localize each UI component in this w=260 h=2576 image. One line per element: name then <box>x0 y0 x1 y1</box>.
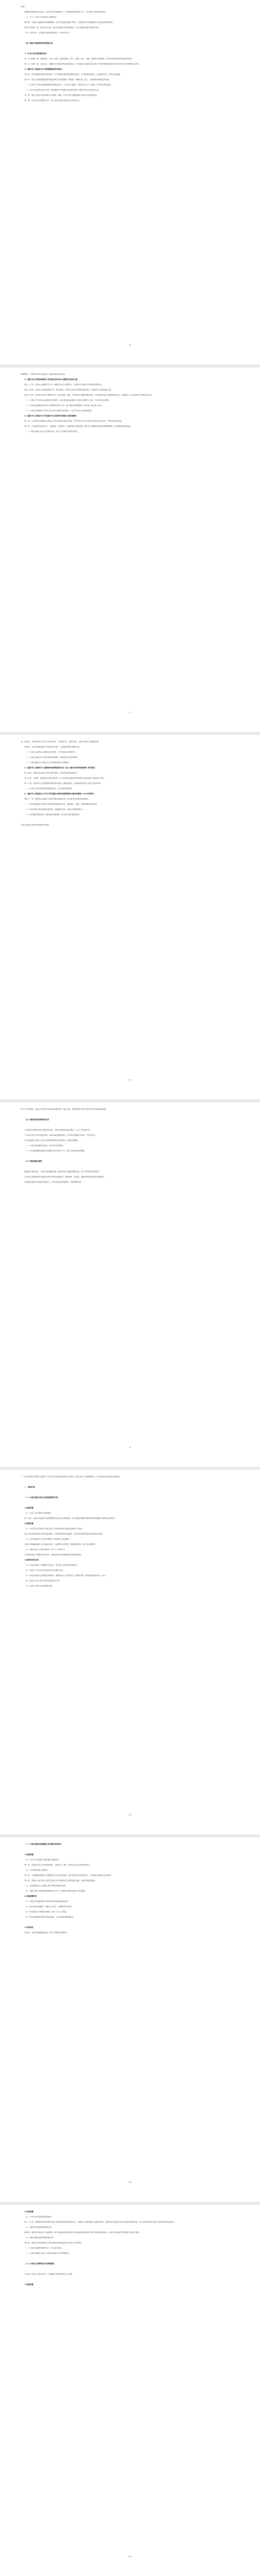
text-line: 第五十四条：在饮用水水源准保护区内，禁止新建、扩建对水体污染严重的建设项目；改建项目不得增加排污量。 <box>24 389 113 391</box>
blank-line <box>21 1479 239 1484</box>
text-line: （4）《重庆市国土资源和房屋管理局关于进一步加强节约集约用地工作的通知》 <box>24 1890 87 1892</box>
blank-line <box>21 35 239 41</box>
text-line: 根据规划选址意见书选址，受自然灾害的影响较小，对环境造成的影响亦不大，符合相关法律法规的规定。 <box>24 11 108 13</box>
section-heading: 3.规划符合性分析 <box>24 1559 39 1561</box>
text-line: （三）关于《中华人民共和国土地管理法》 <box>24 16 58 18</box>
text-line: （一）本项目不涉及河道管理范围内的建设活动，不占用行洪通道，对防洪安全不产生影响，符合相关规定要求。 <box>24 84 113 86</box>
text-line: 第一条：生态保护红线原则上按禁止开发区域的要求进行管理，严禁不符合主体功能定位的各类开发活动，严禁任意改变用途。 <box>24 420 123 422</box>
section-heading: （三）本项目占用耕地及补充耕地情况 <box>24 2263 55 2265</box>
text-line: 项目建设规模与功能需求相适应，不存在超标准建设情况，用地规模合理。 <box>24 1181 83 1183</box>
text-line: 本项目用地位于城镇开发边界内，用地性质符合规划确定的用途管制要求。 <box>24 1554 83 1556</box>
text-line: 经核查，本项目选址范围内不涉及基本农田、公益林地等禁止建设区域。 <box>24 746 81 748</box>
section-heading: 2.《重庆市人民政府关于河道管理和保护的规定》 <box>24 68 63 70</box>
text-line: （一）本项目用地预审资料齐全，符合相关规定。 <box>24 2247 63 2249</box>
text-line: 国土空间规划是国家空间发展的指南、可持续发展的空间蓝图，是各类开发保护建设活动的基本依据。 <box>24 1533 104 1535</box>
text-line: 四、经查阅，本项目地块不涉及生态保护红线、自然保护区、风景名胜区、森林公园等生态敏感区域。 <box>21 741 100 743</box>
section-heading: 1.法律依据 <box>24 1854 34 1856</box>
text-line: 第十四条：建设项目选址应当符合城乡规划，并依法取得选址意见书。 <box>24 772 80 774</box>
blank-line <box>21 46 239 51</box>
text-line: （二）项目建设期间应做好环境保护及安全防护工作，减少对周边居民的影响。 <box>24 1150 86 1152</box>
text-line: 第四条：建设项目用地实行分级预审。需人民政府或有批准权的人民政府发展和改革等部门审批的建设项目，由该人民政府的自然资源主管部门预审。 <box>24 2231 141 2234</box>
text-line: （二）本项目用地已纳入城市建设用地范围，用地性质符合规划要求。 <box>24 756 80 758</box>
text-line: 第十五条：在城市、镇规划区内进行建设的，应当依法取得建设用地规划许可证和建设工程规划许可证。 <box>24 777 106 779</box>
blank-line <box>21 1920 239 1925</box>
page-number: -8- <box>128 1078 132 1081</box>
text-line: 第三十三条第一款：在洪泛区、蓄滞洪区内建设非防洪建设项目，应当就洪水对建设项目可能产生的影响和建设项目对防洪可能产生的影响作出评价。 <box>24 63 141 65</box>
text-line: 第十条：县级以上地方国土资源主管部门应当统筹存量与增量建设用地，合理安排建设用地。 <box>24 1880 97 1882</box>
text-line: （一）本项目占地符合土地利用总体规划，不涉及基本农田保护区。 <box>24 751 77 753</box>
blank-line <box>21 1500 239 1505</box>
text-line: 第四条：为保证土地使用用途管制制度，依法对建设用地进行管制，土地利用总体规划确定的土地用途和使用条件。 <box>24 21 114 23</box>
text-line: （2）《节约集约利用土地规定》 <box>24 1869 49 1871</box>
text-line: 第二款：在饮用水水源保护区内，禁止从事可能污染饮用水水体的活动。 <box>24 99 81 101</box>
text-line: （三）本项目运营期间产生的生活污水经处理后达标排放，不会对饮用水水源造成影响。 <box>24 410 94 412</box>
page-number: -11- <box>128 2181 132 2184</box>
document-page-4 <box>0 1102 260 1467</box>
text-line: （1）《中华人民共和国土地管理法实施条例》 <box>24 1859 60 1861</box>
text-line: （四）防洪安全、应急响应及建设用地许可（1999年1月） <box>24 32 71 34</box>
page-number: -9- <box>128 1446 132 1449</box>
document-page-2 <box>0 367 260 732</box>
blank-line <box>21 2256 239 2261</box>
document-page-3 <box>0 735 260 1099</box>
section-heading: 5.《重庆市人民政府关于加强城乡规划管理的决定》以及《重庆市城乡规划条例》相关规定 <box>24 767 95 769</box>
document-page-6 <box>0 1837 260 2202</box>
text-line: （三）项目配套设施完善，满足使用功能需要，符合相关技术规范要求。 <box>24 814 81 816</box>
page-number: -12- <box>128 2555 132 2558</box>
section-heading: 1.法律依据 <box>24 2283 34 2286</box>
text-line: 本项目总用地面积符合国家及重庆市相关用地标准，建筑密度、容积率、绿地率等指标均满足规划要求。 <box>24 1176 106 1178</box>
section-heading: （一）本项目建设与国土空间规划的符合性 <box>24 1496 58 1499</box>
text-line: （3）本项目用地符合控制性详细规划，用地性质为公共管理与公共服务用地（城市建设用地代码：A33）。 <box>24 1575 109 1577</box>
text-line: （3）《重庆市建设用地审批管理办法》 <box>24 2237 55 2239</box>
page-number: -6- <box>128 344 132 346</box>
text-line: （1）《中共中央 国务院关于建立国土空间规划体系并监督实施的若干意见》 <box>24 1528 84 1530</box>
section-heading: 1.法律依据 <box>24 1507 34 1509</box>
text-line: （二）项目用地与周边用地功能协调，交通组织合理，对周边环境影响较小。 <box>24 808 85 810</box>
section-heading: 二、规划内容 <box>24 1486 35 1488</box>
document-page-1 <box>0 0 260 364</box>
blank-line <box>21 1153 239 1159</box>
text-line: 3.项目建设符合国土空间总体规划和控制性详细规划，用地性质明确。 <box>24 1139 79 1141</box>
text-line: 第十八条：建设单位应当按照规划条件进行建设，确需变更的，必须向城乡规划主管部门提出申请。 <box>24 782 102 784</box>
text-line: 第三十六条：按照国家规定需要有关部门批准或者核准的建设项目，以划拨方式提供国有土地使用权的，建设单位在报送有关部门批准或者核准前，应当向城乡规划主管部门申请核发选址意见书。 <box>24 2221 176 2223</box>
text-line: （2）《建设项目用地预审管理办法》 <box>24 2226 53 2228</box>
section-heading: 3.《重庆市水污染防治条例》相关规定及饮用水水源保护区划定方案 <box>24 378 77 380</box>
text-line: 第二条：国家建立国土空间规划体系。土地开发、保护、建设活动应当坚持规划先行。 <box>24 1864 92 1866</box>
text-line: 第二十四条第一款：建设跨河、穿河、跨堤、临河的桥梁、码头、道路、渡口、管道、缆线等工程设施，应当符合防洪标准和其他技术要求。 <box>24 58 134 60</box>
blank-line <box>21 1164 239 1169</box>
text-line: （3）《重庆市国土空间总体规划（2021—2035年）》 <box>24 1549 67 1551</box>
text-line: （三）本项目建设不会对周边生态环境造成明显不利影响。 <box>24 762 71 764</box>
section-heading: 2.用地规模评价 <box>24 1895 37 1897</box>
section-heading: （二）本项目建设用地规模及节约集约用地评价 <box>24 1843 62 1845</box>
text-line: 根据项目建设需求，本项目用地规模合理，建设内容与用地规模相匹配，符合节约集约用地原则。 <box>24 1171 100 1173</box>
text-line: 第九条：在河道管理范围内建设项目，应当按照河道管理权限报经批准，不得影响河势稳定、危害堤防安全、妨碍行洪畅通。 <box>24 73 122 75</box>
text-line: 道路物料，不得使用有毒有害材料，铺设应满足相关要求。 <box>21 373 67 375</box>
section-heading: （五）建设用地用途兼容性分析 <box>24 1119 49 1121</box>
text-line: 第二条：生态保护红线划定后，只能增加、不能减少，因国家重大基础设施、重大民生保障项目建设等需要调整的，由省级政府组织论证。 <box>24 425 132 427</box>
text-line: 设产生不良影响，因此本项目建设与周边规划相协调，选址合理。需严格落实本报告提出的各项风险防范措施。 <box>21 1108 108 1110</box>
text-line: 本项目不占用永久基本农田，占用耕地已按规定落实占补平衡。 <box>24 2273 74 2275</box>
text-line: （二）本项目选址符合国土空间规划及相关专项规划要求。 <box>24 2252 71 2254</box>
section-heading: 4.其他依据 <box>24 2211 34 2213</box>
text-line: （一）本项目选址不涉及生态保护红线，符合生态保护红线管控要求。 <box>24 430 80 433</box>
document-page-5 <box>0 1470 260 1834</box>
text-line: （一）本项目不在饮用水水源保护区范围内，项目建设及运营期间不排放污染物进入水体，符合相关规定要求。 <box>24 399 111 401</box>
text-line: 第四十二条：建设项目用地应与周边用地功能相协调，符合城市总体规划布局要求。 <box>24 798 90 800</box>
section-heading: 4.《重庆市人民政府关于印发重庆市生态保护红线划定方案的通知》 <box>24 415 77 417</box>
text-line: 第六条：建设项目用地预审应当审查建设项目选址是否符合国土空间规划。 <box>24 2242 83 2244</box>
blank-line <box>21 817 239 822</box>
document-page-7 <box>0 2205 260 2576</box>
text-line: 第五十三条：饮用水水源保护区分为一级保护区和二级保护区，必要时可在保护区外围划定准保护区。 <box>24 384 104 386</box>
text-line: （二）项目已取得相关部门同意，建设期间应严格落实各项防护措施，确保工程安全和防洪安全。 <box>24 89 100 91</box>
text-line: （一）本项目用地兼容性良好，符合相关规划要求。 <box>24 1145 65 1147</box>
text-line: （1）《中华人民共和国土地管理法》 <box>24 1512 53 1514</box>
text-line: 规划方案符合城市规划管理技术规定。 <box>21 824 51 826</box>
text-line: 意见。 <box>21 6 27 8</box>
section-heading: 2.政策依据 <box>24 1522 34 1525</box>
text-line: （2）本项目不占用永久基本农田和生态保护红线。 <box>24 1569 64 1571</box>
section-heading: 1.《中华人民共和国防洪法》 <box>24 53 48 55</box>
text-line: （1）本项目选址位于城镇集中建设区，符合国土空间总体规划要求。 <box>24 1564 79 1566</box>
text-line: （一）项目规划建设方案符合城市规划管理技术规定，建筑退让、间距、高度等指标满足要求。 <box>24 803 99 805</box>
text-line: （一）本项目已依法取得规划选址意见书，符合城乡规划要求。 <box>24 788 74 790</box>
section-heading: 6.《重庆市人民政府办公厅关于印发重庆市城市规划管理技术规定的通知》（2018年修订） <box>24 793 96 795</box>
blank-line <box>21 1112 239 1117</box>
page-number: -10- <box>128 1813 132 1816</box>
text-line: （二）本项目距离最近的饮用水水源保护区约2公里，施工期间应加强管理，防止施工废水进入水体。 <box>24 404 103 407</box>
blank-line <box>21 2266 239 2272</box>
text-line: （2）《自然资源部关于全面开展国土空间规划工作的通知》 <box>24 1538 71 1540</box>
section-heading: 3.评价结论 <box>24 1926 34 1928</box>
text-line: 经分析，本项目用地规模合理，符合节约集约用地要求。 <box>24 1932 69 1934</box>
text-line: （4）项目用地规模与建设内容相匹配，不存在超标准用地情况。 <box>24 1916 75 1918</box>
text-line: 2.本项目周边主要为居住用地、商业用地及道路用地，与本项目功能相互协调，不存在冲突。 <box>24 1134 97 1136</box>
blank-line <box>21 1122 239 1127</box>
text-line: 第四十四条第一款：建设占用土地，涉及农用地转为建设用地的，应当办理农用地转用审批手续。 <box>24 27 100 29</box>
text-line: 第五十五条：在饮用水水源二级保护区内，禁止新建、改建、扩建排放污染物的建设项目；已建成的排放污染物的建设项目，由县级以上人民政府责令拆除或者关闭。 <box>24 394 153 396</box>
text-line: （5）本项目与相关专项规划相协调。 <box>24 1585 54 1587</box>
text-line: 第十条：禁止在河道管理范围内建设妨碍行洪的建筑物、构筑物，倾倒垃圾、渣土，从事影响河势稳定的活动。 <box>24 79 111 81</box>
text-line: 第三条：土地管理和利用应当遵循坚持节约优先的原则，除法律法规另有规定的外，不得突破土地利用总体规划。 <box>24 1874 113 1876</box>
section-heading: （四）建设占地面临的环境风险分析 <box>24 42 53 44</box>
text-line: （1）本项目总用地面积符合国家相关建设用地指标要求。 <box>24 1900 70 1902</box>
text-line: 1.建设项目用地在规划中确定的用途，与周边用地性质相互兼容，不会产生用地冲突。 <box>24 1129 92 1131</box>
text-line: （1）《中华人民共和国城乡规划法》 <box>24 2216 53 2218</box>
section-heading: （六）建设规模合理性 <box>24 1160 42 1162</box>
text-line: 第一款：禁止在饮用水水源保护区内新建、改建、扩建与供水设施和保护水源无关的建设项目。 <box>24 94 99 96</box>
text-line: （4）本项目已纳入重庆市重点建设项目计划。 <box>24 1580 61 1582</box>
page-number: -7- <box>128 711 132 714</box>
text-line: （3）《自然资源部关于加强土地节约集约利用的意见》 <box>24 1885 67 1887</box>
text-line: （3）项目建设充分利用现状地形，减少土石方工程量。 <box>24 1911 68 1913</box>
text-line: 第十五条：各级人民政府应当依据国民经济和社会发展规划、国土整治和资源环境保护的要求编制土地利用总体规划。 <box>24 1517 116 1519</box>
text-line: 三、项目建设符合国家产业政策，符合国土空间规划及相关专项规划，选址合理，用地规模适当，可以同意本项目建设用地预审。 <box>21 1476 122 1478</box>
blank-line <box>21 2277 239 2282</box>
blank-line <box>21 1490 239 1495</box>
text-line: 各地不再新编和报批主体功能区规划、土地利用总体规划、城镇体系规划、城市总体规划等。 <box>24 1543 97 1545</box>
blank-line <box>21 1847 239 1852</box>
text-line: （2）项目用地布局紧凑，功能分区合理，土地利用效率较高。 <box>24 1906 73 1908</box>
